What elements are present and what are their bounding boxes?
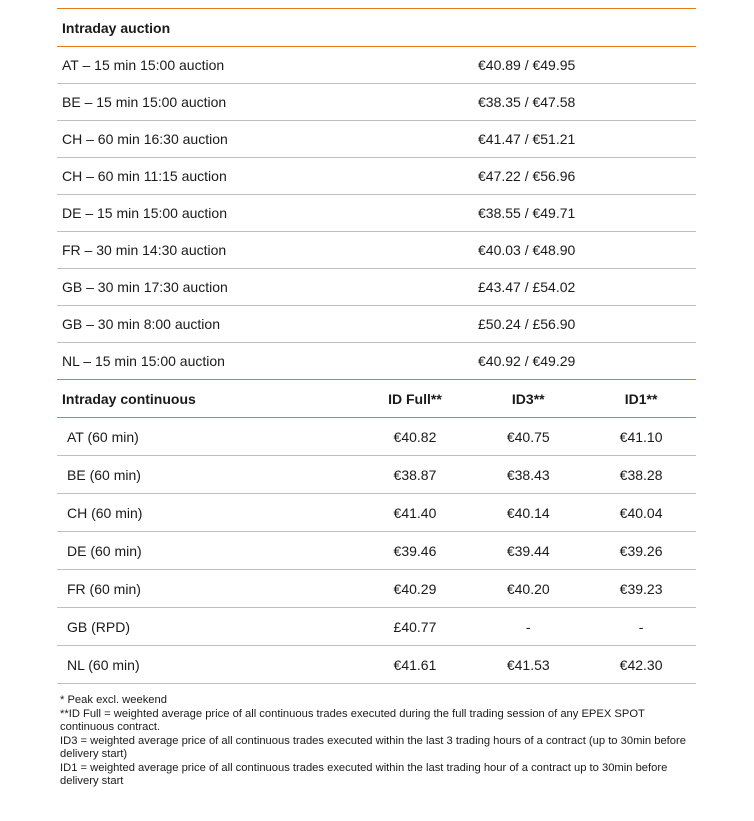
auction-price: £50.24 / £56.90: [478, 316, 576, 332]
id3-value: €40.75: [506, 428, 550, 445]
id3-value: €39.44: [506, 542, 550, 559]
market-name: AT (60 min): [67, 428, 139, 445]
id1-value: €40.04: [619, 504, 663, 521]
table-row: [57, 158, 696, 195]
id-full-value: €41.61: [393, 656, 437, 673]
table-row: [57, 121, 696, 158]
table-row: [57, 646, 696, 684]
column-header-id1: ID1**: [624, 390, 658, 407]
intraday-continuous-header: [57, 380, 696, 418]
intraday-auction-table: [57, 9, 696, 380]
id3-value: €40.14: [506, 504, 550, 521]
id1-value: €41.10: [619, 428, 663, 445]
id-full-value: £40.77: [393, 618, 437, 635]
table-row: [57, 47, 696, 84]
column-header-id3: ID3**: [511, 390, 545, 407]
table-row: [57, 456, 696, 494]
table-row: [57, 532, 696, 570]
column-header-id-full: ID Full**: [388, 390, 442, 407]
auction-price: €41.47 / €51.21: [478, 131, 576, 147]
auction-price: €38.35 / €47.58: [478, 94, 576, 110]
id-full-value: €38.87: [393, 466, 437, 483]
market-name: DE (60 min): [67, 542, 142, 559]
auction-price: €40.03 / €48.90: [478, 242, 576, 258]
auction-price: €47.22 / €56.96: [478, 168, 576, 184]
table-row: [57, 608, 696, 646]
id1-value: -: [638, 618, 644, 635]
footnote-id1: ID1 = weighted average price of all continuous trades executed within the last trading hour of a contract up to 30min before delivery start: [60, 761, 668, 787]
auction-price: €38.55 / €49.71: [478, 205, 576, 221]
id-full-value: €41.40: [393, 504, 437, 521]
footnotes: [60, 694, 700, 789]
auction-name: CH – 60 min 16:30 auction: [62, 131, 228, 147]
id-full-value: €39.46: [393, 542, 437, 559]
auction-name: NL – 15 min 15:00 auction: [62, 353, 225, 369]
auction-name: DE – 15 min 15:00 auction: [62, 205, 227, 221]
id1-value: €39.26: [619, 542, 663, 559]
auction-name: AT – 15 min 15:00 auction: [62, 57, 225, 73]
id3-value: -: [525, 618, 531, 635]
table-row: [57, 494, 696, 532]
id3-value: €41.53: [506, 656, 550, 673]
market-name: FR (60 min): [67, 580, 141, 597]
auction-price: €40.89 / €49.95: [478, 57, 576, 73]
price-tables: [57, 8, 696, 684]
table-row: [57, 195, 696, 232]
market-name: GB (RPD): [67, 618, 130, 635]
table-row: [57, 269, 696, 306]
id-full-value: €40.82: [393, 428, 437, 445]
market-name: NL (60 min): [67, 656, 140, 673]
auction-name: GB – 30 min 8:00 auction: [62, 316, 220, 332]
footnote-id-full: **ID Full = weighted average price of all continuous trades executed during the full trading session of any EPEX SPOT continuous contract.: [60, 707, 645, 733]
table-row: [57, 570, 696, 608]
intraday-auction-header: [57, 9, 696, 47]
id1-value: €38.28: [619, 466, 663, 483]
id1-value: €42.30: [619, 656, 663, 673]
id1-value: €39.23: [619, 580, 663, 597]
table-row: [57, 84, 696, 121]
intraday-continuous-title: Intraday continuous: [62, 390, 196, 407]
auction-name: BE – 15 min 15:00 auction: [62, 94, 227, 110]
auction-price: €40.92 / €49.29: [478, 353, 576, 369]
id3-value: €40.20: [506, 580, 550, 597]
id3-value: €38.43: [506, 466, 550, 483]
footnote-id3: ID3 = weighted average price of all continuous trades executed within the last 3 trading hours of a contract (up to 30min before delivery start): [60, 734, 686, 760]
auction-name: CH – 60 min 11:15 auction: [62, 168, 227, 184]
table-row: [57, 306, 696, 343]
table-row: [57, 343, 696, 380]
footnote-peak: * Peak excl. weekend: [60, 694, 167, 706]
market-name: BE (60 min): [67, 466, 141, 483]
market-name: CH (60 min): [67, 504, 143, 521]
auction-name: GB – 30 min 17:30 auction: [62, 279, 228, 295]
auction-name: FR – 30 min 14:30 auction: [62, 242, 227, 258]
table-row: [57, 232, 696, 269]
intraday-auction-title: Intraday auction: [62, 19, 171, 36]
id-full-value: €40.29: [393, 580, 437, 597]
auction-price: £43.47 / £54.02: [478, 279, 576, 295]
intraday-continuous-table: [57, 380, 696, 684]
table-row: [57, 418, 696, 456]
